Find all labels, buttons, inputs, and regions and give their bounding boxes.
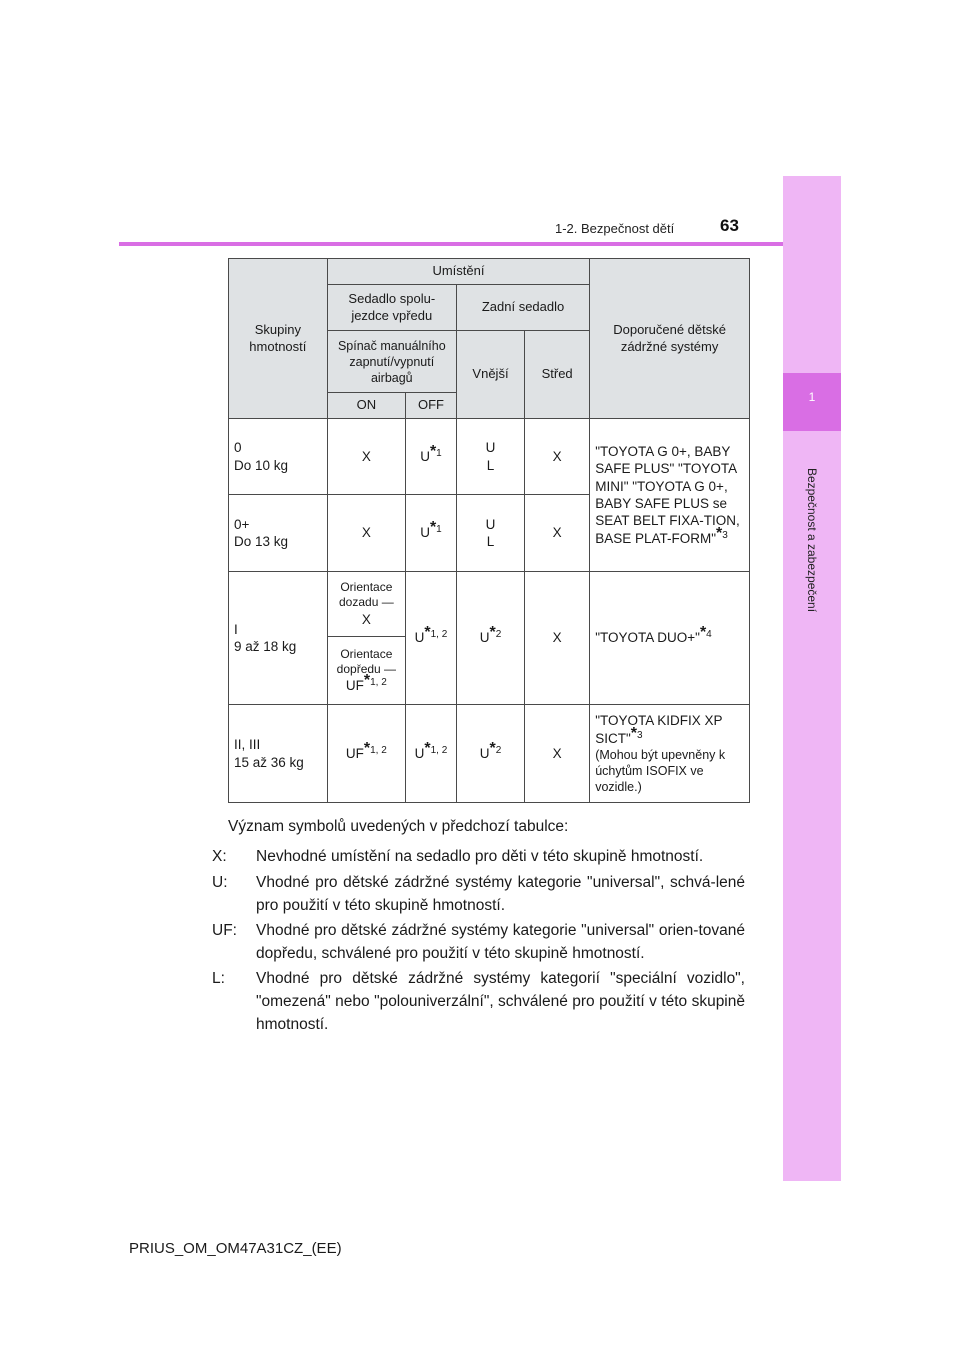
- header-recommended: Doporučené dětské zádržné systémy: [590, 259, 750, 419]
- group-label: II, III: [234, 737, 261, 753]
- cell-recommended-shared: "TOYOTA G 0+, BABY SAFE PLUS" "TOYOTA MINI" "TOYOTA G 0+, BABY SAFE PLUS se SEAT BELT FIXA-TION, BASE PLAT-FORM"$^{*3}$: [590, 419, 750, 572]
- table-row: [229, 572, 750, 637]
- cell-recommended: "TOYOTA KIDFIX XP SICT"$^{*3}$ (Mohou být upevněny k úchytům ISOFIX ve vozidle.): [590, 705, 750, 803]
- group-weight: Do 13 kg: [234, 534, 289, 549]
- header-front-seat: Sedadlo spolu-jezdce vpředu: [327, 285, 456, 331]
- cell-off: $U^{*1}$: [406, 419, 457, 495]
- legend-title: Význam symbolů uvedených v předchozí tabulce:: [228, 818, 569, 835]
- legend-text: Nevhodné umístění na sedadlo pro děti v této skupině hmotností.: [256, 848, 704, 865]
- table-row: [229, 419, 750, 495]
- legend-item-x: [212, 845, 745, 868]
- legend-code: UF:: [212, 922, 237, 939]
- cell-off: $U^{*1}$: [406, 495, 457, 572]
- header-center: Střed: [525, 331, 590, 419]
- recommended-text: "TOYOTA G 0+, BABY SAFE PLUS" "TOYOTA MINI" "TOYOTA G 0+, BABY SAFE PLUS se SEAT BELT FIXA-TION, BASE PLAT-FORM": [595, 444, 740, 546]
- child-seat-placement-table: [228, 258, 750, 803]
- cell-outer: $U^{*2}$: [456, 705, 524, 803]
- group-label: 0+: [234, 516, 250, 532]
- section-title: 1-2. Bezpečnost dětí: [555, 221, 675, 236]
- header-placement: Umístění: [327, 259, 590, 285]
- row-group-1: [229, 572, 328, 705]
- header-outer: Vnější: [456, 331, 524, 419]
- group-weight: Do 10 kg: [234, 457, 289, 473]
- group-label: 0: [234, 440, 242, 456]
- chapter-name: Bezpečnost a zabezpečení: [805, 467, 819, 613]
- cell-center: X: [525, 419, 590, 495]
- chapter-number: 1: [808, 390, 816, 404]
- legend-text: Vhodné pro dětské zádržné systémy kategorií "speciální vozidlo", "omezená" nebo "polouniverzální", schválené pro použití v této skupině hmotností.: [256, 970, 745, 1033]
- cell-center: X: [525, 495, 590, 572]
- cell-on-front-facing: Orientace dopředu — UF$^{*1, 2}$: [327, 637, 405, 705]
- cell-off: U$^{*1, 2}$: [406, 572, 457, 705]
- row-group-0: [229, 419, 328, 495]
- cell-on-rear-facing: Orientace dozadu — X: [327, 572, 405, 637]
- header-airbag-switch: Spínač manuálního zapnutí/vypnutí airbagů: [327, 331, 456, 393]
- chapter-side-tab: [783, 176, 841, 1181]
- header-weight-groups: Skupiny hmotností: [229, 259, 328, 419]
- legend-code: L:: [212, 970, 225, 987]
- row-group-0plus: [229, 495, 328, 572]
- cell-on: UF$^{*1, 2}$: [327, 705, 405, 803]
- legend-code: X:: [212, 848, 227, 865]
- legend-text: Vhodné pro dětské zádržné systémy kategorie "universal" orien-tované dopředu, schválené pro použití v této skupině hmotností.: [256, 922, 745, 962]
- cell-on: X: [327, 495, 405, 572]
- cell-outer: $U^{*2}$: [456, 572, 524, 705]
- header-on: ON: [327, 393, 405, 419]
- cell-recommended: "TOYOTA DUO+"$^{*4}$: [590, 572, 750, 705]
- row-group-2-3: [229, 705, 328, 803]
- legend-item-u: [212, 871, 745, 917]
- group-weight: 15 až 36 kg: [234, 754, 304, 770]
- cell-outer: U L: [456, 419, 524, 495]
- group-weight: 9 až 18 kg: [234, 639, 297, 654]
- legend-item-l: [212, 967, 745, 1036]
- header-rear-seat: Zadní sedadlo: [456, 285, 589, 331]
- document-code: PRIUS_OM_OM47A31CZ_(EE): [129, 1240, 342, 1257]
- cell-center: X: [525, 572, 590, 705]
- cell-center: X: [525, 705, 590, 803]
- header-off: OFF: [406, 393, 457, 419]
- cell-outer: U L: [456, 495, 524, 572]
- legend-code: U:: [212, 874, 228, 891]
- table-row: [229, 705, 750, 803]
- cell-on: X: [327, 419, 405, 495]
- page-number: 63: [720, 216, 739, 235]
- legend-text: Vhodné pro dětské zádržné systémy kategorie "universal", schvá-lené pro použití v této skupině hmotností.: [256, 874, 745, 914]
- group-label: I: [234, 621, 238, 637]
- legend-item-uf: [212, 919, 745, 965]
- header-divider: [119, 242, 783, 246]
- recommended-note: (Mohou být upevněny k úchytům ISOFIX ve vozidle.): [595, 747, 726, 794]
- cell-off: U$^{*1, 2}$: [406, 705, 457, 803]
